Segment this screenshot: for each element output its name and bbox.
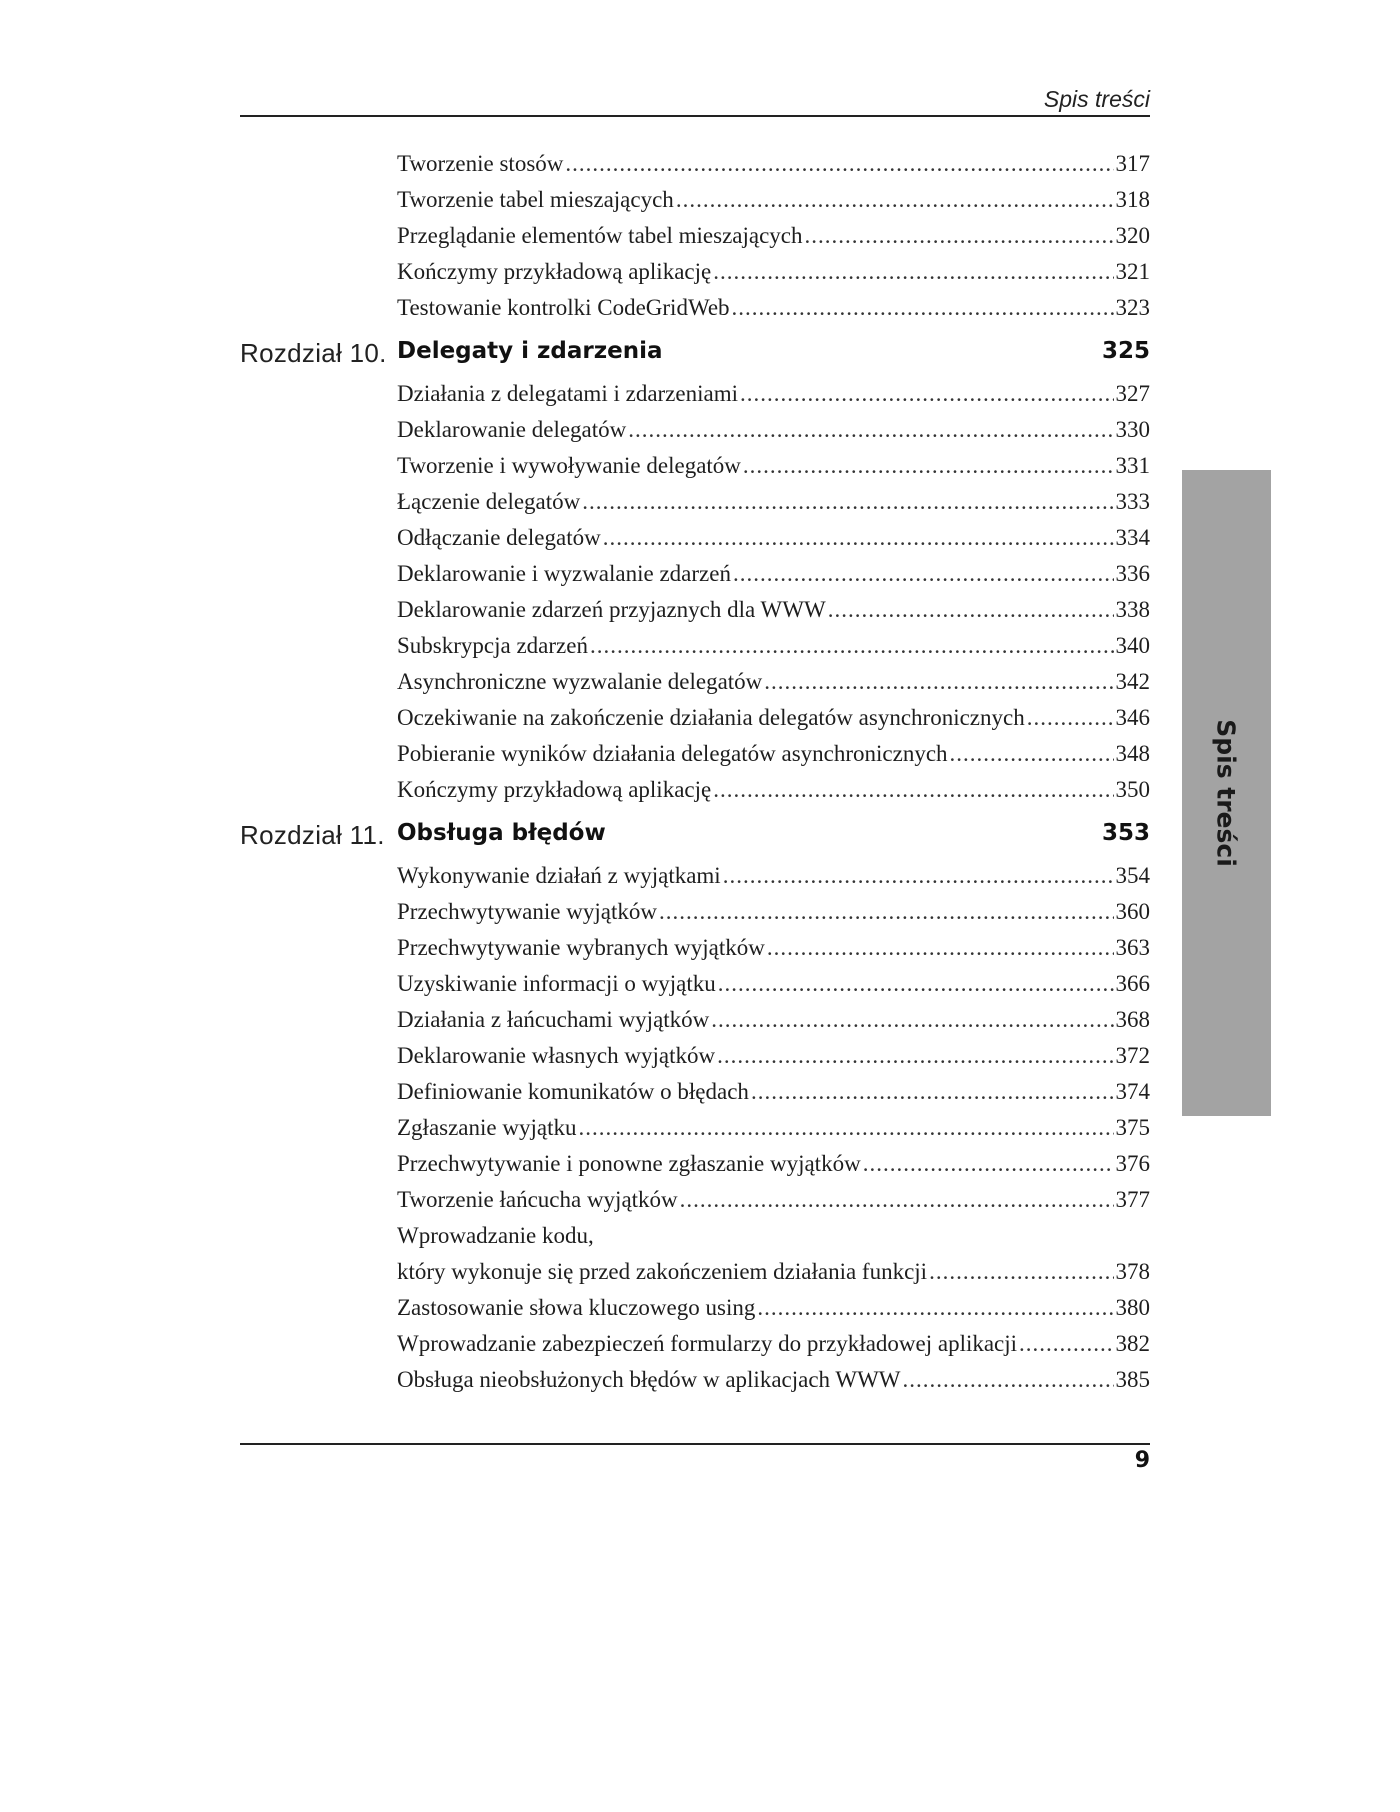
leader-dots xyxy=(1027,700,1114,736)
toc-entry-title: Wykonywanie działań z wyjątkami xyxy=(397,863,721,888)
toc-entry[interactable] xyxy=(397,628,1150,664)
leader-dots xyxy=(863,1146,1114,1182)
leader-dots xyxy=(733,556,1114,592)
toc-entry[interactable] xyxy=(397,966,1150,1002)
toc-entry-title: Deklarowanie i wyzwalanie zdarzeń xyxy=(397,561,731,586)
toc-entry-title: Asynchroniczne wyzwalanie delegatów xyxy=(397,669,763,694)
toc-entry[interactable] xyxy=(397,484,1150,520)
toc-entry-page: 321 xyxy=(1115,259,1150,284)
toc-entry[interactable] xyxy=(397,218,1150,254)
toc-entry[interactable] xyxy=(397,254,1150,290)
leader-dots xyxy=(764,664,1113,700)
running-head: Spis treści xyxy=(1043,86,1150,112)
toc-entry[interactable] xyxy=(397,556,1150,592)
toc-entry-page: 333 xyxy=(1115,489,1150,514)
table-of-contents xyxy=(240,0,1150,1812)
toc-entry[interactable] xyxy=(397,1074,1150,1110)
toc-entry[interactable] xyxy=(397,1182,1150,1218)
toc-entry-page: 336 xyxy=(1115,561,1150,586)
toc-entry[interactable] xyxy=(397,772,1150,808)
page-number: 9 xyxy=(1134,1448,1150,1473)
toc-entry-page: 340 xyxy=(1115,633,1150,658)
chapter-page: 353 xyxy=(1101,820,1150,846)
toc-entry-page: 330 xyxy=(1115,417,1150,442)
leader-dots xyxy=(929,1254,1113,1290)
toc-entry[interactable] xyxy=(397,1002,1150,1038)
toc-entry[interactable] xyxy=(397,700,1150,736)
toc-entry-title: Tworzenie i wywoływanie delegatów xyxy=(397,453,741,478)
toc-entry-page: 363 xyxy=(1115,935,1150,960)
toc-entry-page: 368 xyxy=(1115,1007,1150,1032)
toc-entry[interactable] xyxy=(397,664,1150,700)
chapter-label: Rozdział 10. xyxy=(240,338,387,368)
toc-entry-page: 338 xyxy=(1115,597,1150,622)
chapter-heading[interactable] xyxy=(240,334,1150,374)
leader-dots xyxy=(676,182,1114,218)
toc-entry-title: Pobieranie wyników działania delegatów asynchronicznych xyxy=(397,741,948,766)
toc-entry-page: 317 xyxy=(1115,151,1150,176)
toc-entry-page: 350 xyxy=(1115,777,1150,802)
toc-entry-page: 342 xyxy=(1115,669,1150,694)
chapter-title: Obsługa błędów xyxy=(397,820,606,846)
leader-dots xyxy=(828,592,1114,628)
leader-dots xyxy=(1019,1326,1113,1362)
leader-dots xyxy=(718,966,1114,1002)
toc-entry-title: Oczekiwanie na zakończenie działania delegatów asynchronicznych xyxy=(397,705,1025,730)
toc-entry-title: Działania z łańcuchami wyjątków xyxy=(397,1007,710,1032)
toc-entry[interactable] xyxy=(397,146,1150,182)
side-thumb-tab xyxy=(1182,470,1271,1116)
toc-entry-page: 374 xyxy=(1115,1079,1150,1104)
toc-entry-title: Tworzenie łańcucha wyjątków xyxy=(397,1187,678,1212)
toc-entry-page: 334 xyxy=(1115,525,1150,550)
toc-entry-title: Wprowadzanie zabezpieczeń formularzy do przykładowej aplikacji xyxy=(397,1331,1018,1356)
toc-entry[interactable] xyxy=(397,412,1150,448)
leader-dots xyxy=(628,412,1113,448)
toc-entry-title: Definiowanie komunikatów o błędach xyxy=(397,1079,749,1104)
toc-entry[interactable] xyxy=(397,1290,1150,1326)
toc-entry[interactable] xyxy=(397,448,1150,484)
toc-entry[interactable] xyxy=(397,736,1150,772)
toc-entry-title: Deklarowanie własnych wyjątków xyxy=(397,1043,716,1068)
chapter-heading[interactable] xyxy=(240,816,1150,856)
toc-entry[interactable] xyxy=(397,1362,1150,1398)
toc-entry-title: Wprowadzanie kodu, xyxy=(397,1223,594,1248)
toc-entry[interactable] xyxy=(397,1146,1150,1182)
toc-entry-title: Przechwytywanie wybranych wyjątków xyxy=(397,935,765,960)
toc-entry-title: Obsługa nieobsłużonych błędów w aplikacjach WWW xyxy=(397,1367,901,1392)
toc-entry-title-line2: który wykonuje się przed zakończeniem działania funkcji xyxy=(397,1259,928,1284)
toc-entry[interactable] xyxy=(397,376,1150,412)
toc-entry[interactable] xyxy=(397,1110,1150,1146)
leader-dots xyxy=(711,1002,1113,1038)
leader-dots xyxy=(590,628,1114,664)
toc-entry-page: 346 xyxy=(1115,705,1150,730)
leader-dots xyxy=(740,376,1114,412)
toc-entry-title: Działania z delegatami i zdarzeniami xyxy=(397,381,738,406)
toc-entry[interactable] xyxy=(397,1038,1150,1074)
toc-entry[interactable] xyxy=(397,1218,1150,1290)
footer-rule xyxy=(240,1443,1150,1445)
leader-dots xyxy=(757,1290,1113,1326)
toc-entry-title: Łączenie delegatów xyxy=(397,489,581,514)
toc-entry-title: Odłączanie delegatów xyxy=(397,525,601,550)
toc-entry-page: 382 xyxy=(1115,1331,1150,1356)
toc-entry-page: 376 xyxy=(1115,1151,1150,1176)
leader-dots xyxy=(805,218,1114,254)
toc-entry[interactable] xyxy=(397,1326,1150,1362)
toc-entry-title: Przechwytywanie i ponowne zgłaszanie wyjątków xyxy=(397,1151,861,1176)
toc-entry-page: 331 xyxy=(1115,453,1150,478)
toc-entry[interactable] xyxy=(397,930,1150,966)
toc-entry[interactable] xyxy=(397,520,1150,556)
toc-entry-title: Tworzenie tabel mieszających xyxy=(397,187,674,212)
toc-entry-page: 327 xyxy=(1115,381,1150,406)
leader-dots xyxy=(767,930,1114,966)
toc-entry-title: Zgłaszanie wyjątku xyxy=(397,1115,577,1140)
toc-entry-title: Przechwytywanie wyjątków xyxy=(397,899,657,924)
toc-entry-title: Zastosowanie słowa kluczowego using xyxy=(397,1295,756,1320)
toc-entry-title: Uzyskiwanie informacji o wyjątku xyxy=(397,971,716,996)
side-tab-label: Spis treści xyxy=(1211,719,1241,867)
leader-dots xyxy=(713,772,1113,808)
toc-entry-title: Tworzenie stosów xyxy=(397,151,564,176)
leader-dots xyxy=(603,520,1114,556)
leader-dots xyxy=(582,484,1113,520)
toc-entry-title: Deklarowanie zdarzeń przyjaznych dla WWW xyxy=(397,597,826,622)
chapter-title: Delegaty i zdarzenia xyxy=(397,338,663,364)
leader-dots xyxy=(743,448,1114,484)
toc-entry-page: 366 xyxy=(1115,971,1150,996)
leader-dots xyxy=(717,1038,1113,1074)
chapter-page: 325 xyxy=(1101,338,1150,364)
leader-dots xyxy=(903,1362,1114,1398)
toc-entry-title: Kończymy przykładową aplikację xyxy=(397,777,712,802)
chapter-label: Rozdział 11. xyxy=(240,820,385,850)
toc-entry-page: 348 xyxy=(1115,741,1150,766)
toc-entry-title: Przeglądanie elementów tabel mieszających xyxy=(397,223,803,248)
toc-entry[interactable] xyxy=(397,894,1150,930)
toc-entry[interactable] xyxy=(397,858,1150,894)
toc-entry-page: 378 xyxy=(1115,1259,1150,1284)
toc-entry-page: 375 xyxy=(1115,1115,1150,1140)
leader-dots xyxy=(723,858,1114,894)
toc-entry-page: 354 xyxy=(1115,863,1150,888)
leader-dots xyxy=(659,894,1114,930)
toc-entry-page: 360 xyxy=(1115,899,1150,924)
leader-dots xyxy=(713,254,1113,290)
toc-entry[interactable] xyxy=(397,182,1150,218)
toc-entry-page: 385 xyxy=(1115,1367,1150,1392)
leader-dots xyxy=(950,736,1114,772)
toc-entry-title: Deklarowanie delegatów xyxy=(397,417,627,442)
toc-entry[interactable] xyxy=(397,592,1150,628)
leader-dots xyxy=(732,290,1114,326)
toc-entry-title: Kończymy przykładową aplikację xyxy=(397,259,712,284)
toc-entry-page: 372 xyxy=(1115,1043,1150,1068)
leader-dots xyxy=(565,146,1113,182)
toc-entry-page: 323 xyxy=(1115,295,1150,320)
toc-entry-title: Testowanie kontrolki CodeGridWeb xyxy=(397,295,730,320)
toc-entry-page: 318 xyxy=(1115,187,1150,212)
leader-dots xyxy=(578,1110,1113,1146)
toc-entry[interactable] xyxy=(397,290,1150,326)
toc-entry-title: Subskrypcja zdarzeń xyxy=(397,633,588,658)
leader-dots xyxy=(680,1182,1114,1218)
leader-dots xyxy=(751,1074,1114,1110)
toc-entry-page: 377 xyxy=(1115,1187,1150,1212)
toc-entry-page: 320 xyxy=(1115,223,1150,248)
toc-entry-page: 380 xyxy=(1115,1295,1150,1320)
